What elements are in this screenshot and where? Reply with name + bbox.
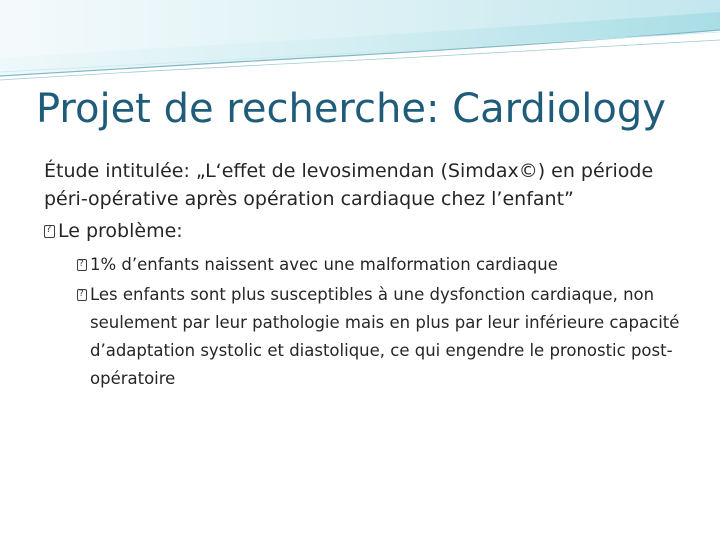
slide-title: Projet de recherche: Cardiology [36, 86, 666, 132]
bullet-icon [77, 259, 87, 271]
problem-point-2: Les enfants sont plus susceptibles à une dysfonction cardiaque, non seulement par leur pathologie mais en plus par leur inférieure capacité d’adaptation systolic et diastolique, ce qui engendre le pronostic post-opératoire [90, 285, 680, 388]
bullet-icon [44, 225, 55, 238]
problem-heading: Le problème: [58, 220, 183, 242]
problem-heading-item [44, 217, 684, 245]
list-item [77, 251, 684, 279]
list-item [77, 281, 684, 393]
decorative-wave-banner [0, 0, 720, 90]
bullet-icon [77, 289, 87, 301]
problem-point-1: 1% d’enfants naissent avec une malformation cardiaque [90, 255, 558, 274]
slide-body [44, 157, 684, 395]
problem-list [77, 251, 684, 393]
study-title-paragraph: Étude intitulée: „L‘effet de levosimendan (Simdax©) en période péri-opérative après opération cardiaque chez l’enfant” [44, 160, 654, 210]
